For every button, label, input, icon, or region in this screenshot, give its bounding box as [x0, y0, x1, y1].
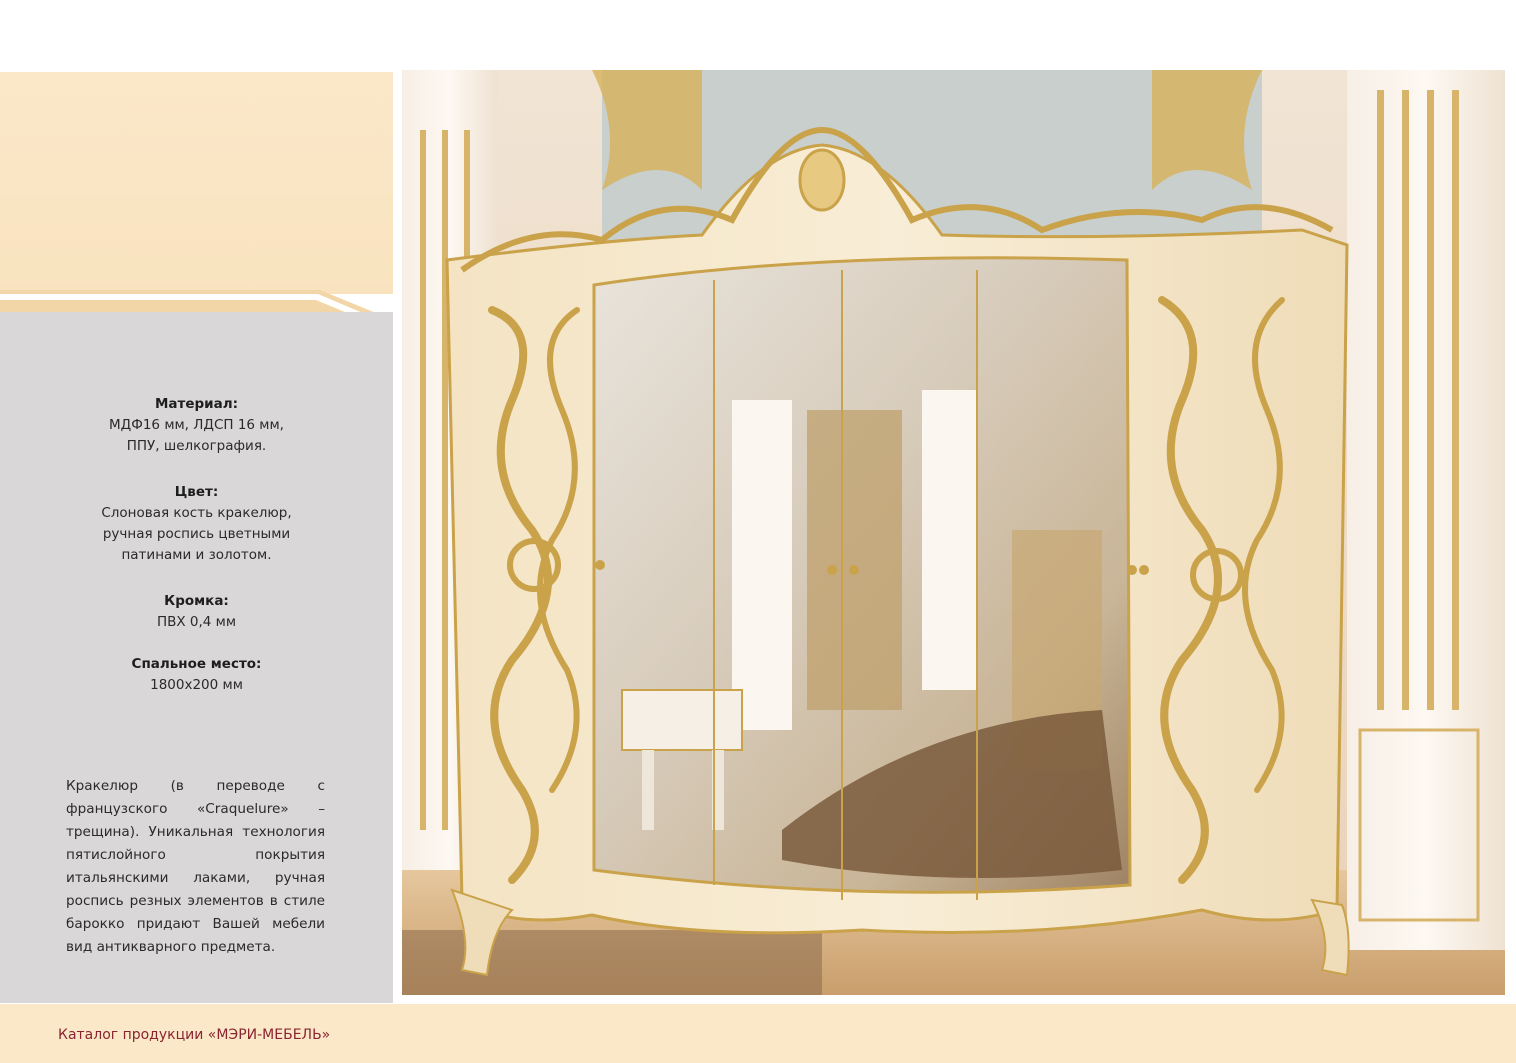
- spec-material-line: ППУ, шелкография.: [126, 438, 267, 454]
- spec-edge-label: Кромка:: [164, 593, 229, 609]
- spec-bed-line: 1800х200 мм: [150, 677, 243, 693]
- spec-bed: [0, 654, 393, 696]
- spec-color-line: ручная роспись цветными: [102, 526, 291, 542]
- spec-edge-line: ПВХ 0,4 мм: [156, 614, 237, 630]
- footer-catalog-text: Каталог продукции «МЭРИ-МЕБЕЛЬ»: [58, 1027, 331, 1043]
- spec-edge: [0, 591, 393, 633]
- spec-material-label: Материал:: [154, 396, 239, 412]
- spec-color-label: Цвет:: [174, 484, 219, 500]
- spec-color: [0, 482, 393, 566]
- spec-material: [0, 394, 393, 457]
- product-photo: [402, 70, 1505, 995]
- spec-material-line: МДФ16 мм, ЛДСП 16 мм,: [109, 417, 284, 433]
- spec-color-line: патинами и золотом.: [121, 547, 272, 563]
- header-panel: [0, 72, 393, 294]
- wardrobe-illustration: [402, 70, 1505, 995]
- description-text: Кракелюр (в переводе с французского «Craquelure» – трещина). Уникальная технология пятислойного покрытия итальянскими лаками, ручная роспись резных элементов в стиле барокко придают Вашей мебели вид антикварного предмета.: [66, 778, 325, 955]
- spec-color-line: Слоновая кость кракелюр,: [101, 505, 292, 521]
- spec-bed-label: Спальное место:: [131, 656, 262, 672]
